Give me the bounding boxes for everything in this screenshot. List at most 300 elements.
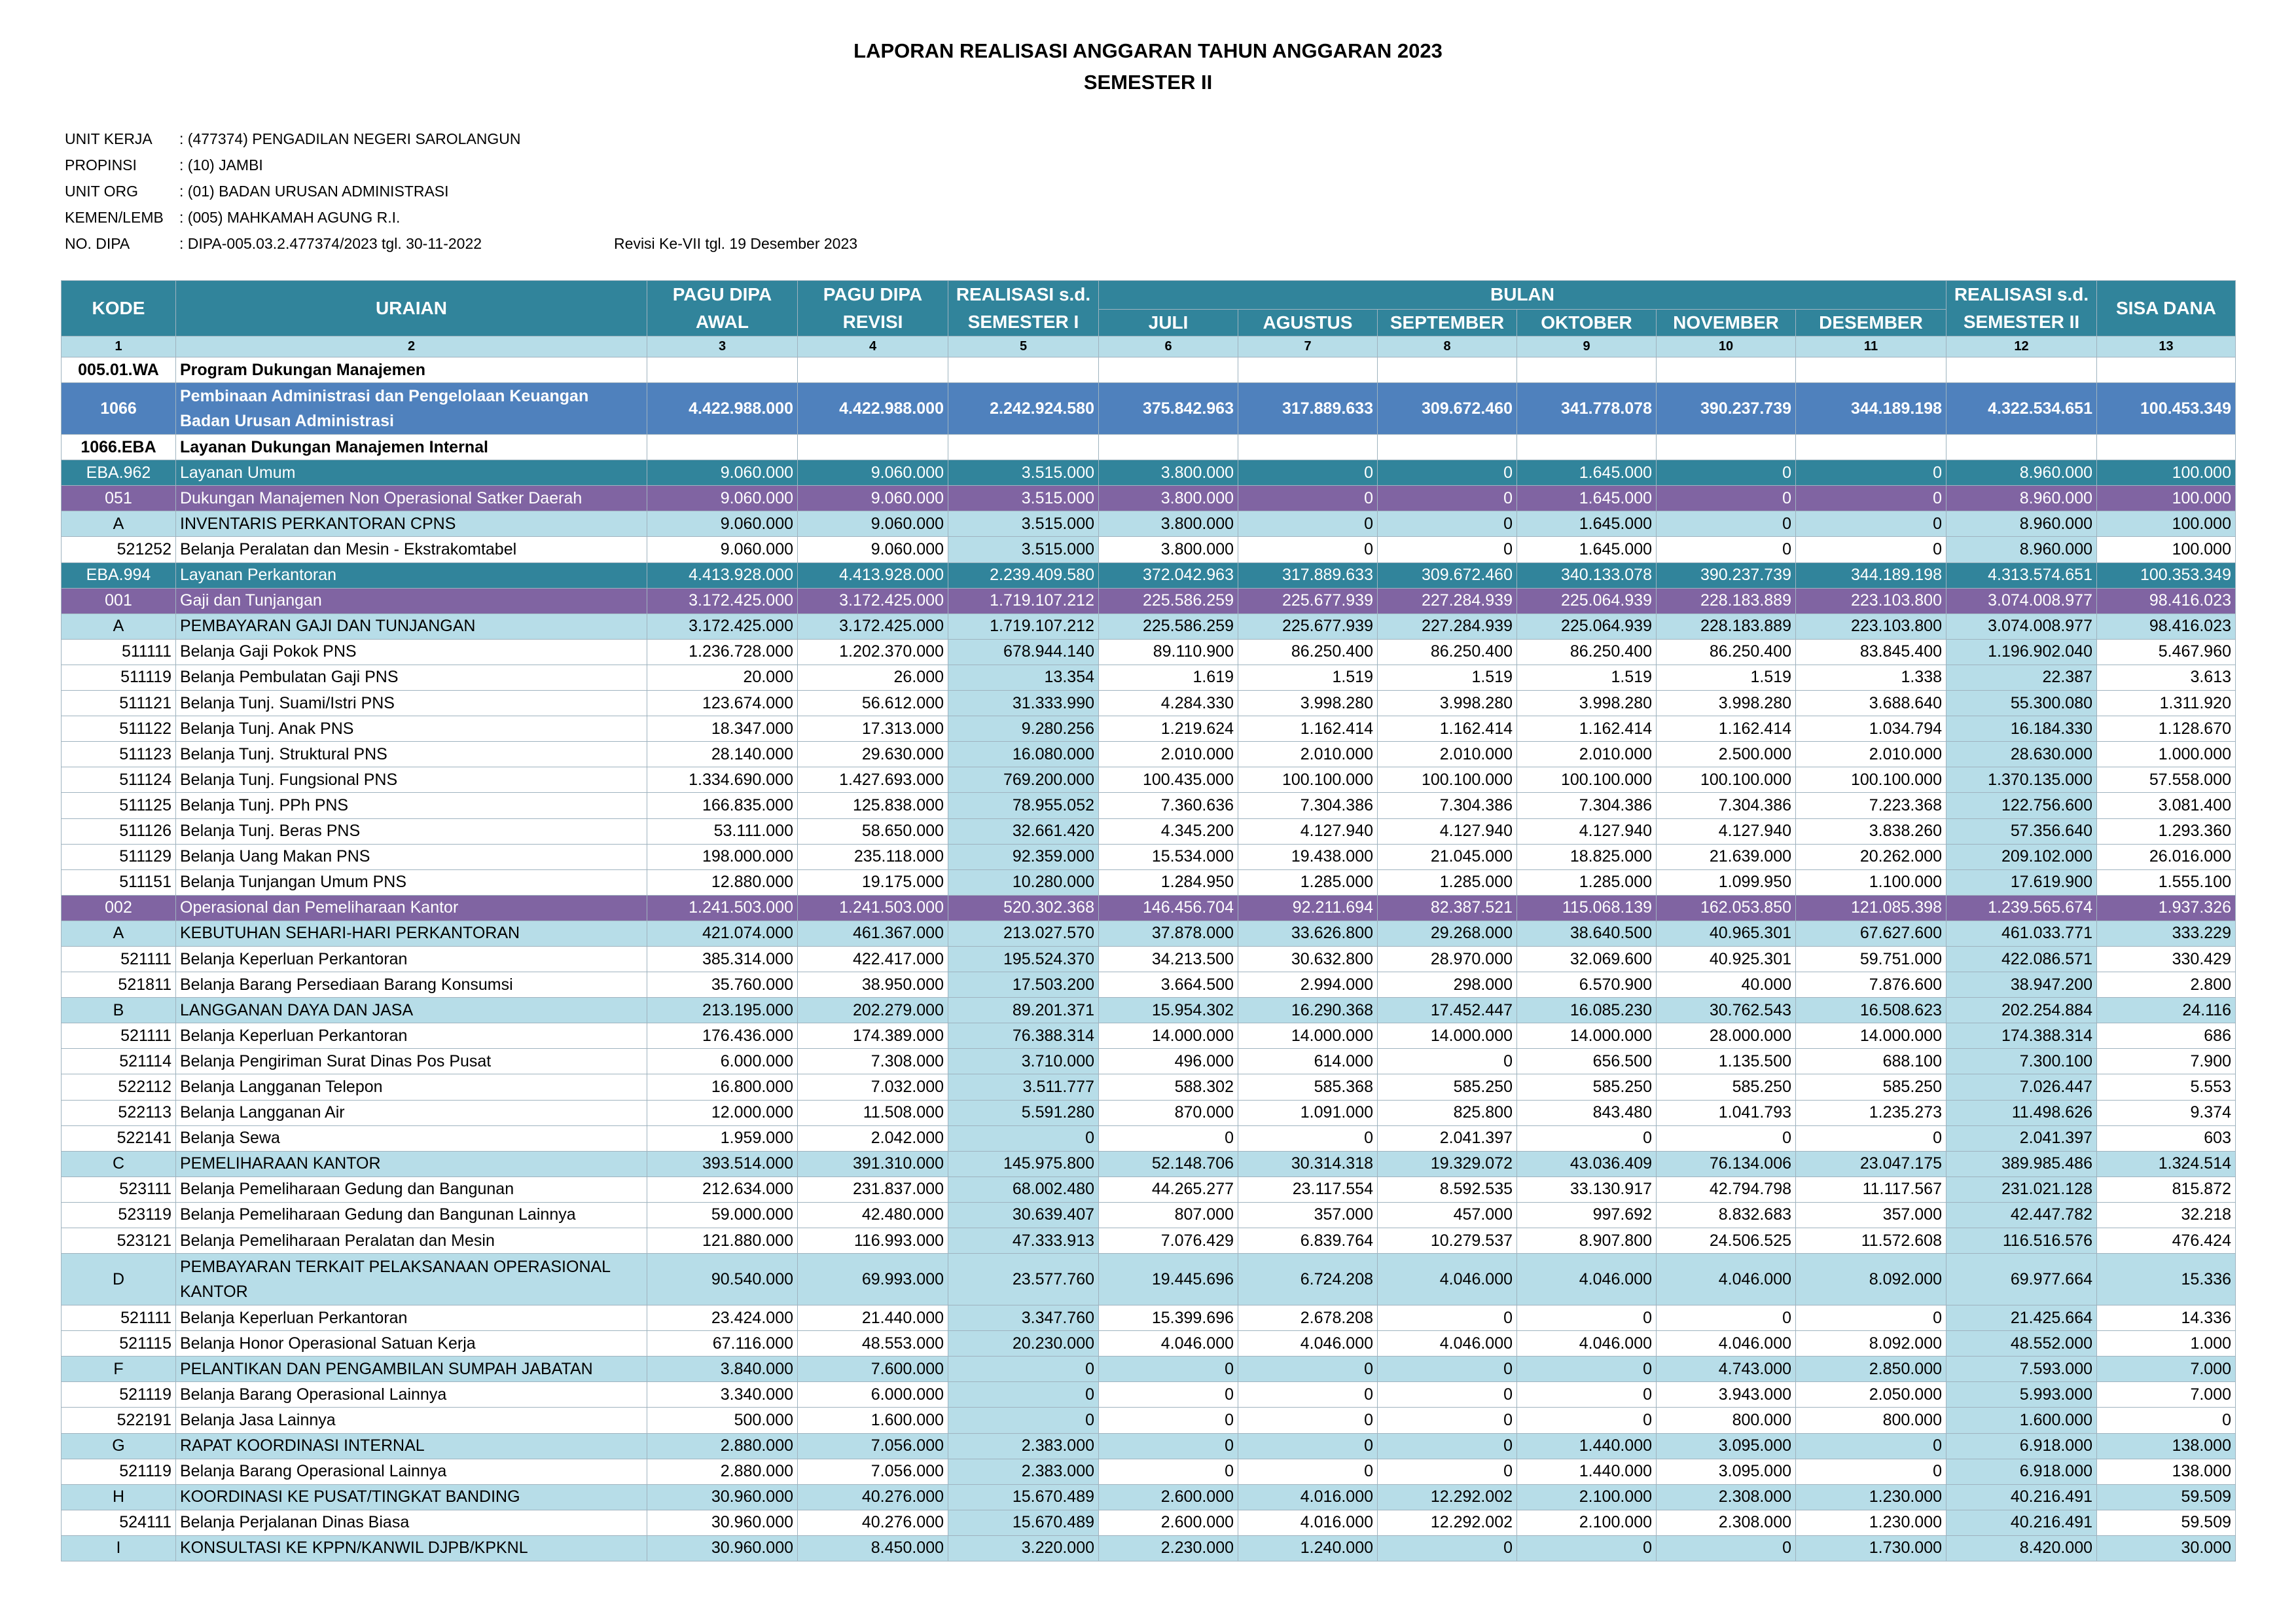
cell-agustus: 92.211.694 [1238, 895, 1378, 921]
cell-juli: 44.265.277 [1099, 1176, 1238, 1202]
cell-pagu-awal: 9.060.000 [647, 460, 798, 486]
cell-juli: 19.445.696 [1099, 1254, 1238, 1305]
cell-sisa-dana: 1.000 [2097, 1331, 2236, 1357]
cell-oktober: 100.100.000 [1517, 767, 1657, 793]
cell-desember: 0 [1796, 486, 1946, 511]
cell-uraian: Layanan Umum [176, 460, 647, 486]
cell-sisa-dana: 603 [2097, 1125, 2236, 1151]
meta-kemen [65, 204, 857, 230]
col-number: 3 [647, 337, 798, 357]
cell-uraian: RAPAT KOORDINASI INTERNAL [176, 1433, 647, 1459]
cell-agustus: 225.677.939 [1238, 613, 1378, 639]
cell-oktober: 18.825.000 [1517, 844, 1657, 869]
report-title: LAPORAN REALISASI ANGGARAN TAHUN ANGGARAN 2023 [853, 39, 1443, 62]
meta-unit-kerja [65, 126, 857, 152]
cell-september: 29.268.000 [1378, 921, 1517, 946]
cell-realisasi-sem1: 23.577.760 [948, 1254, 1099, 1305]
cell-oktober: 1.645.000 [1517, 486, 1657, 511]
cell-pagu-awal: 67.116.000 [647, 1331, 798, 1357]
cell-oktober: 16.085.230 [1517, 998, 1657, 1023]
cell-kode: 511123 [62, 742, 176, 767]
cell-uraian: Gaji dan Tunjangan [176, 588, 647, 613]
cell-pagu-awal: 212.634.000 [647, 1176, 798, 1202]
cell-juli: 4.046.000 [1099, 1331, 1238, 1357]
cell-sisa-dana: 333.229 [2097, 921, 2236, 946]
cell-sisa-dana: 138.000 [2097, 1459, 2236, 1484]
cell-november [1657, 357, 1796, 383]
cell-september: 825.800 [1378, 1100, 1517, 1125]
cell-desember: 344.189.198 [1796, 562, 1946, 588]
cell-kode: H [62, 1484, 176, 1510]
cell-realisasi-sem1: 30.639.407 [948, 1202, 1099, 1228]
cell-sisa-dana: 7.900 [2097, 1049, 2236, 1074]
cell-kode: A [62, 613, 176, 639]
cell-september: 1.162.414 [1378, 716, 1517, 742]
cell-uraian: Dukungan Manajemen Non Operasional Satker Daerah [176, 486, 647, 511]
cell-sisa-dana: 100.000 [2097, 486, 2236, 511]
cell-pagu-awal: 9.060.000 [647, 511, 798, 537]
meta-label: UNIT KERJA [65, 130, 152, 147]
cell-pagu-awal: 166.835.000 [647, 793, 798, 818]
meta-label: UNIT ORG [65, 183, 139, 200]
meta-value: : (10) JAMBI [179, 156, 263, 173]
cell-agustus: 4.016.000 [1238, 1484, 1378, 1510]
cell-pagu-revisi: 231.837.000 [798, 1176, 948, 1202]
cell-november: 40.965.301 [1657, 921, 1796, 946]
cell-september: 10.279.537 [1378, 1228, 1517, 1254]
cell-pagu-revisi: 29.630.000 [798, 742, 948, 767]
cell-september: 8.592.535 [1378, 1176, 1517, 1202]
cell-agustus: 0 [1238, 486, 1378, 511]
cell-realisasi-sem2: 6.918.000 [1946, 1459, 2097, 1484]
cell-realisasi-sem1: 5.591.280 [948, 1100, 1099, 1125]
cell-realisasi-sem2: 8.960.000 [1946, 537, 2097, 562]
cell-desember: 59.751.000 [1796, 946, 1946, 972]
table-row [62, 1074, 2236, 1100]
cell-kode: 522112 [62, 1074, 176, 1100]
cell-pagu-awal: 18.347.000 [647, 716, 798, 742]
cell-realisasi-sem1: 0 [948, 1382, 1099, 1408]
meta-unit-org [65, 178, 857, 204]
cell-agustus [1238, 435, 1378, 460]
cell-kode: 511111 [62, 639, 176, 665]
cell-juli: 2.600.000 [1099, 1510, 1238, 1535]
report-subtitle: SEMESTER II [1083, 71, 1213, 94]
cell-pagu-revisi: 1.427.693.000 [798, 767, 948, 793]
cell-realisasi-sem2: 6.918.000 [1946, 1433, 2097, 1459]
cell-november: 42.794.798 [1657, 1176, 1796, 1202]
cell-kode: 521111 [62, 946, 176, 972]
cell-desember: 0 [1796, 537, 1946, 562]
cell-sisa-dana: 100.353.349 [2097, 562, 2236, 588]
cell-desember: 223.103.800 [1796, 588, 1946, 613]
table-row [62, 1408, 2236, 1433]
cell-kode: A [62, 511, 176, 537]
cell-november: 162.053.850 [1657, 895, 1796, 921]
cell-november: 76.134.006 [1657, 1151, 1796, 1176]
cell-realisasi-sem2: 1.600.000 [1946, 1408, 2097, 1433]
cell-uraian: Belanja Tunj. Struktural PNS [176, 742, 647, 767]
meta-label: KEMEN/LEMB [65, 209, 164, 226]
cell-agustus: 1.091.000 [1238, 1100, 1378, 1125]
cell-pagu-awal: 6.000.000 [647, 1049, 798, 1074]
cell-oktober: 1.162.414 [1517, 716, 1657, 742]
cell-agustus: 1.240.000 [1238, 1535, 1378, 1561]
cell-realisasi-sem1: 15.670.489 [948, 1510, 1099, 1535]
col-sisa-dana-header: SISA DANA [2097, 281, 2236, 337]
cell-pagu-revisi: 461.367.000 [798, 921, 948, 946]
cell-realisasi-sem2: 16.184.330 [1946, 716, 2097, 742]
cell-juli: 89.110.900 [1099, 639, 1238, 665]
cell-kode: 1066.EBA [62, 435, 176, 460]
table-row [62, 895, 2236, 921]
cell-pagu-revisi: 1.202.370.000 [798, 639, 948, 665]
cell-sisa-dana: 0 [2097, 1408, 2236, 1433]
col-pagu-awal-header: PAGU DIPA AWAL [647, 281, 798, 337]
cell-september: 0 [1378, 1049, 1517, 1074]
cell-november: 1.099.950 [1657, 869, 1796, 895]
cell-november: 100.100.000 [1657, 767, 1796, 793]
cell-pagu-awal: 3.840.000 [647, 1357, 798, 1382]
cell-pagu-revisi: 17.313.000 [798, 716, 948, 742]
cell-realisasi-sem2: 1.370.135.000 [1946, 767, 2097, 793]
cell-pagu-awal [647, 435, 798, 460]
cell-pagu-awal: 16.800.000 [647, 1074, 798, 1100]
cell-sisa-dana: 98.416.023 [2097, 613, 2236, 639]
cell-pagu-awal: 198.000.000 [647, 844, 798, 869]
cell-realisasi-sem1: 31.333.990 [948, 691, 1099, 716]
cell-pagu-revisi: 9.060.000 [798, 537, 948, 562]
cell-november: 4.046.000 [1657, 1254, 1796, 1305]
col-number: 2 [176, 337, 647, 357]
col-number: 6 [1099, 337, 1238, 357]
table-row [62, 1357, 2236, 1382]
cell-uraian: Belanja Keperluan Perkantoran [176, 1305, 647, 1331]
cell-sisa-dana: 7.000 [2097, 1357, 2236, 1382]
cell-uraian: Belanja Barang Operasional Lainnya [176, 1459, 647, 1484]
cell-uraian: Belanja Tunj. Fungsional PNS [176, 767, 647, 793]
cell-uraian: PEMBAYARAN TERKAIT PELAKSANAAN OPERASIONAL KANTOR [176, 1254, 647, 1305]
cell-agustus: 2.994.000 [1238, 972, 1378, 998]
cell-desember: 1.034.794 [1796, 716, 1946, 742]
table-row [62, 1510, 2236, 1535]
table-row [62, 1049, 2236, 1074]
cell-oktober: 3.998.280 [1517, 691, 1657, 716]
cell-pagu-revisi: 19.175.000 [798, 869, 948, 895]
cell-realisasi-sem1: 213.027.570 [948, 921, 1099, 946]
cell-pagu-revisi: 2.042.000 [798, 1125, 948, 1151]
cell-pagu-revisi: 69.993.000 [798, 1254, 948, 1305]
cell-juli: 7.076.429 [1099, 1228, 1238, 1254]
cell-november: 1.135.500 [1657, 1049, 1796, 1074]
cell-sisa-dana: 138.000 [2097, 1433, 2236, 1459]
cell-sisa-dana: 5.553 [2097, 1074, 2236, 1100]
cell-desember: 121.085.398 [1796, 895, 1946, 921]
cell-agustus: 317.889.633 [1238, 562, 1378, 588]
cell-realisasi-sem1 [948, 357, 1099, 383]
cell-november: 3.943.000 [1657, 1382, 1796, 1408]
cell-juli: 146.456.704 [1099, 895, 1238, 921]
table-row [62, 1202, 2236, 1228]
cell-kode: F [62, 1357, 176, 1382]
table-row [62, 1305, 2236, 1331]
table-row [62, 1151, 2236, 1176]
cell-kode: 522141 [62, 1125, 176, 1151]
cell-agustus: 4.016.000 [1238, 1510, 1378, 1535]
cell-realisasi-sem2: 48.552.000 [1946, 1331, 2097, 1357]
cell-oktober: 33.130.917 [1517, 1176, 1657, 1202]
cell-juli [1099, 357, 1238, 383]
cell-uraian: INVENTARIS PERKANTORAN CPNS [176, 511, 647, 537]
cell-pagu-revisi [798, 435, 948, 460]
cell-kode: 511129 [62, 844, 176, 869]
cell-november: 40.925.301 [1657, 946, 1796, 972]
cell-juli: 100.435.000 [1099, 767, 1238, 793]
cell-november: 0 [1657, 1535, 1796, 1561]
col-number: 8 [1378, 337, 1517, 357]
cell-pagu-revisi [798, 357, 948, 383]
cell-pagu-awal: 9.060.000 [647, 537, 798, 562]
cell-realisasi-sem2: 202.254.884 [1946, 998, 2097, 1023]
cell-sisa-dana: 815.872 [2097, 1176, 2236, 1202]
cell-sisa-dana: 1.324.514 [2097, 1151, 2236, 1176]
table-row [62, 357, 2236, 383]
cell-realisasi-sem1: 2.239.409.580 [948, 562, 1099, 588]
cell-november: 40.000 [1657, 972, 1796, 998]
cell-desember: 223.103.800 [1796, 613, 1946, 639]
cell-pagu-revisi: 125.838.000 [798, 793, 948, 818]
cell-realisasi-sem2: 8.960.000 [1946, 460, 2097, 486]
cell-kode: 002 [62, 895, 176, 921]
cell-oktober: 43.036.409 [1517, 1151, 1657, 1176]
cell-september: 12.292.002 [1378, 1510, 1517, 1535]
cell-juli: 2.230.000 [1099, 1535, 1238, 1561]
cell-realisasi-sem1: 16.080.000 [948, 742, 1099, 767]
cell-kode: 511121 [62, 691, 176, 716]
meta-value: : (477374) PENGADILAN NEGERI SAROLANGUN [179, 130, 521, 147]
cell-juli: 0 [1099, 1433, 1238, 1459]
cell-realisasi-sem1: 15.670.489 [948, 1484, 1099, 1510]
col-realisasi-sem1-header: REALISASI s.d. SEMESTER I [948, 281, 1099, 337]
cell-pagu-awal: 1.959.000 [647, 1125, 798, 1151]
cell-realisasi-sem2: 3.074.008.977 [1946, 588, 2097, 613]
cell-sisa-dana: 1.000.000 [2097, 742, 2236, 767]
cell-realisasi-sem1: 3.515.000 [948, 511, 1099, 537]
cell-realisasi-sem2: 2.041.397 [1946, 1125, 2097, 1151]
cell-realisasi-sem1: 10.280.000 [948, 869, 1099, 895]
cell-uraian: Belanja Barang Operasional Lainnya [176, 1382, 647, 1408]
cell-oktober: 1.645.000 [1517, 537, 1657, 562]
cell-juli: 3.800.000 [1099, 460, 1238, 486]
cell-september: 0 [1378, 1535, 1517, 1561]
cell-pagu-awal: 176.436.000 [647, 1023, 798, 1049]
cell-november: 8.832.683 [1657, 1202, 1796, 1228]
table-row [62, 716, 2236, 742]
cell-sisa-dana: 1.555.100 [2097, 869, 2236, 895]
cell-realisasi-sem2: 1.196.902.040 [1946, 639, 2097, 665]
cell-realisasi-sem2: 40.216.491 [1946, 1484, 2097, 1510]
cell-sisa-dana: 9.374 [2097, 1100, 2236, 1125]
report-meta [65, 126, 857, 257]
table-row [62, 998, 2236, 1023]
table-row [62, 383, 2236, 435]
cell-pagu-awal: 2.880.000 [647, 1433, 798, 1459]
meta-dipa [65, 230, 857, 257]
cell-sisa-dana: 26.016.000 [2097, 844, 2236, 869]
cell-sisa-dana: 1.128.670 [2097, 716, 2236, 742]
cell-juli: 37.878.000 [1099, 921, 1238, 946]
cell-pagu-revisi: 7.056.000 [798, 1459, 948, 1484]
cell-oktober: 225.064.939 [1517, 613, 1657, 639]
cell-uraian: Pembinaan Administrasi dan Pengelolaan Keuangan Badan Urusan Administrasi [176, 383, 647, 435]
cell-sisa-dana: 59.509 [2097, 1510, 2236, 1535]
cell-sisa-dana: 100.000 [2097, 460, 2236, 486]
cell-oktober: 4.046.000 [1517, 1331, 1657, 1357]
col-oktober-header: OKTOBER [1517, 309, 1657, 336]
cell-realisasi-sem1: 3.515.000 [948, 486, 1099, 511]
cell-agustus: 0 [1238, 1408, 1378, 1433]
cell-pagu-revisi: 174.389.000 [798, 1023, 948, 1049]
cell-kode: B [62, 998, 176, 1023]
cell-september: 0 [1378, 1382, 1517, 1408]
cell-desember: 11.572.608 [1796, 1228, 1946, 1254]
table-row [62, 793, 2236, 818]
cell-agustus: 3.998.280 [1238, 691, 1378, 716]
cell-uraian: Belanja Langganan Telepon [176, 1074, 647, 1100]
cell-september: 4.127.940 [1378, 818, 1517, 844]
cell-pagu-awal: 30.960.000 [647, 1484, 798, 1510]
cell-september: 7.304.386 [1378, 793, 1517, 818]
table-row [62, 1254, 2236, 1305]
cell-sisa-dana: 330.429 [2097, 946, 2236, 972]
cell-uraian: Belanja Pembulatan Gaji PNS [176, 665, 647, 690]
cell-juli: 870.000 [1099, 1100, 1238, 1125]
table-row [62, 691, 2236, 716]
cell-desember: 1.730.000 [1796, 1535, 1946, 1561]
cell-pagu-revisi: 8.450.000 [798, 1535, 948, 1561]
meta-label: PROPINSI [65, 156, 137, 173]
cell-realisasi-sem1: 76.388.314 [948, 1023, 1099, 1049]
cell-realisasi-sem1: 92.359.000 [948, 844, 1099, 869]
cell-juli: 0 [1099, 1408, 1238, 1433]
cell-realisasi-sem2: 11.498.626 [1946, 1100, 2097, 1125]
cell-oktober: 115.068.139 [1517, 895, 1657, 921]
cell-november: 1.519 [1657, 665, 1796, 690]
cell-kode: 521119 [62, 1382, 176, 1408]
cell-september: 28.970.000 [1378, 946, 1517, 972]
table-row [62, 844, 2236, 869]
cell-kode: 521115 [62, 1331, 176, 1357]
cell-pagu-awal [647, 357, 798, 383]
col-november-header: NOVEMBER [1657, 309, 1796, 336]
col-number: 9 [1517, 337, 1657, 357]
cell-sisa-dana [2097, 357, 2236, 383]
cell-pagu-awal: 30.960.000 [647, 1535, 798, 1561]
cell-realisasi-sem1: 3.220.000 [948, 1535, 1099, 1561]
cell-agustus: 1.519 [1238, 665, 1378, 690]
cell-kode: 521114 [62, 1049, 176, 1074]
cell-realisasi-sem2: 8.960.000 [1946, 486, 2097, 511]
cell-juli: 7.360.636 [1099, 793, 1238, 818]
cell-realisasi-sem1: 68.002.480 [948, 1176, 1099, 1202]
cell-juli: 0 [1099, 1125, 1238, 1151]
table-row [62, 511, 2236, 537]
cell-uraian: Belanja Pengiriman Surat Dinas Pos Pusat [176, 1049, 647, 1074]
cell-juli: 375.842.963 [1099, 383, 1238, 435]
cell-desember [1796, 435, 1946, 460]
table-row [62, 742, 2236, 767]
cell-uraian: Belanja Uang Makan PNS [176, 844, 647, 869]
cell-realisasi-sem1: 89.201.371 [948, 998, 1099, 1023]
cell-september: 0 [1378, 1433, 1517, 1459]
cell-realisasi-sem1: 0 [948, 1408, 1099, 1433]
col-number: 12 [1946, 337, 2097, 357]
table-row [62, 1100, 2236, 1125]
cell-pagu-revisi: 202.279.000 [798, 998, 948, 1023]
cell-november: 0 [1657, 537, 1796, 562]
cell-agustus: 30.632.800 [1238, 946, 1378, 972]
meta-label: NO. DIPA [65, 235, 130, 252]
cell-juli: 807.000 [1099, 1202, 1238, 1228]
cell-uraian: Belanja Peralatan dan Mesin - Ekstrakomtabel [176, 537, 647, 562]
cell-oktober: 585.250 [1517, 1074, 1657, 1100]
cell-realisasi-sem1: 3.515.000 [948, 537, 1099, 562]
table-row [62, 921, 2236, 946]
cell-september: 4.046.000 [1378, 1254, 1517, 1305]
cell-agustus: 7.304.386 [1238, 793, 1378, 818]
cell-pagu-revisi: 58.650.000 [798, 818, 948, 844]
cell-november: 228.183.889 [1657, 613, 1796, 639]
cell-realisasi-sem2: 461.033.771 [1946, 921, 2097, 946]
cell-sisa-dana [2097, 435, 2236, 460]
cell-agustus: 100.100.000 [1238, 767, 1378, 793]
cell-pagu-revisi: 391.310.000 [798, 1151, 948, 1176]
cell-realisasi-sem1: 17.503.200 [948, 972, 1099, 998]
col-number: 13 [2097, 337, 2236, 357]
cell-pagu-awal: 121.880.000 [647, 1228, 798, 1254]
cell-juli: 3.664.500 [1099, 972, 1238, 998]
cell-juli: 0 [1099, 1459, 1238, 1484]
cell-september: 585.250 [1378, 1074, 1517, 1100]
cell-juli: 1.284.950 [1099, 869, 1238, 895]
cell-agustus: 33.626.800 [1238, 921, 1378, 946]
cell-uraian: Layanan Perkantoran [176, 562, 647, 588]
cell-september: 309.672.460 [1378, 562, 1517, 588]
cell-kode: C [62, 1151, 176, 1176]
cell-kode: 521119 [62, 1459, 176, 1484]
cell-september: 4.046.000 [1378, 1331, 1517, 1357]
cell-uraian: Program Dukungan Manajemen [176, 357, 647, 383]
cell-pagu-awal: 1.241.503.000 [647, 895, 798, 921]
cell-agustus: 23.117.554 [1238, 1176, 1378, 1202]
cell-pagu-revisi: 40.276.000 [798, 1510, 948, 1535]
cell-realisasi-sem2: 7.026.447 [1946, 1074, 2097, 1100]
cell-realisasi-sem1: 20.230.000 [948, 1331, 1099, 1357]
cell-realisasi-sem1: 47.333.913 [948, 1228, 1099, 1254]
cell-oktober: 4.127.940 [1517, 818, 1657, 844]
cell-realisasi-sem2: 389.985.486 [1946, 1151, 2097, 1176]
cell-september: 227.284.939 [1378, 613, 1517, 639]
cell-sisa-dana: 476.424 [2097, 1228, 2236, 1254]
cell-pagu-awal: 3.340.000 [647, 1382, 798, 1408]
cell-sisa-dana: 1.293.360 [2097, 818, 2236, 844]
cell-realisasi-sem2: 17.619.900 [1946, 869, 2097, 895]
cell-oktober: 225.064.939 [1517, 588, 1657, 613]
cell-oktober: 32.069.600 [1517, 946, 1657, 972]
cell-september: 227.284.939 [1378, 588, 1517, 613]
cell-uraian: Belanja Tunj. Beras PNS [176, 818, 647, 844]
cell-kode: 523111 [62, 1176, 176, 1202]
